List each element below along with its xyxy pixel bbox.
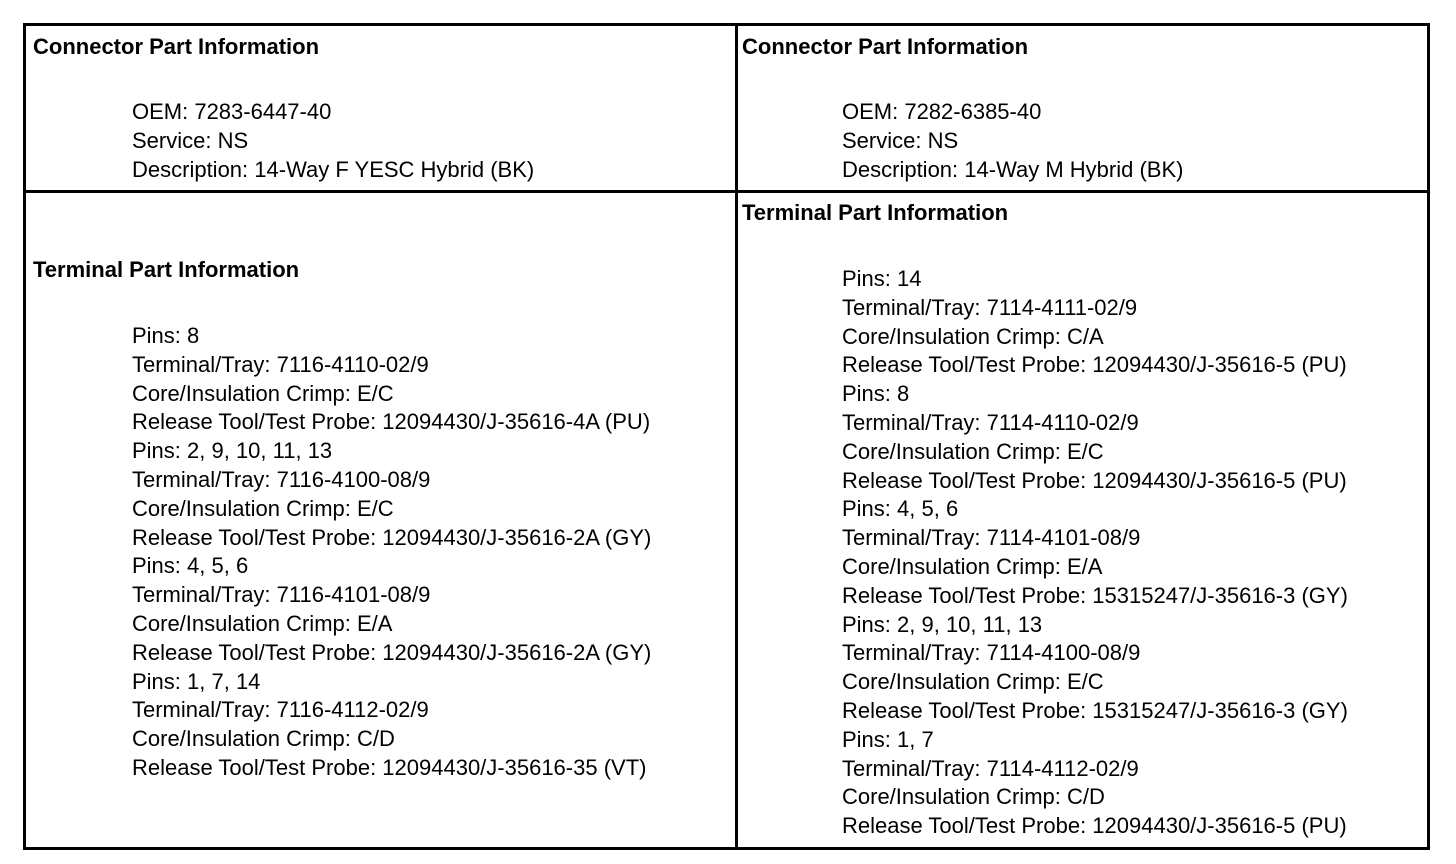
- right-terminal-line: Terminal/Tray: 7114-4112-02/9: [842, 755, 1139, 781]
- left-terminal-line: Pins: 8: [132, 323, 200, 348]
- right-terminal-line: Core/Insulation Crimp: C/D: [842, 784, 1105, 810]
- right-terminal-line: Release Tool/Test Probe: 15315247/J-35616-3 (GY): [842, 697, 1348, 723]
- right-terminal-line: Release Tool/Test Probe: 12094430/J-35616-5 (PU): [842, 352, 1347, 378]
- right-terminal-line: Terminal/Tray: 7114-4100-08/9: [842, 640, 1141, 666]
- right-terminal-line: Release Tool/Test Probe: 12094430/J-35616-5 (PU): [842, 467, 1347, 493]
- right-terminal-line: Pins: 14: [842, 266, 922, 291]
- left-connector-details: [132, 98, 534, 184]
- left-terminal-line: Core/Insulation Crimp: C/D: [132, 726, 395, 752]
- right-terminal-line: Pins: 4, 5, 6: [842, 496, 959, 522]
- left-terminal-line: Terminal/Tray: 7116-4101-08/9: [132, 582, 431, 608]
- left-terminal-line: Pins: 1, 7, 14: [132, 668, 261, 694]
- right-terminal-line: Terminal/Tray: 7114-4101-08/9: [842, 525, 1141, 551]
- left-terminal-line: Terminal/Tray: 7116-4112-02/9: [132, 697, 429, 723]
- right-terminal-heading: Terminal Part Information: [742, 200, 1009, 225]
- right-description: Description: 14-Way M Hybrid (BK): [842, 156, 1184, 182]
- right-terminal-line: Pins: 8: [842, 381, 910, 407]
- left-terminal-line: Pins: 2, 9, 10, 11, 13: [132, 438, 333, 464]
- connector-info-table: [23, 23, 1430, 850]
- left-terminal-line: Core/Insulation Crimp: E/C: [132, 380, 394, 406]
- left-service: Service: NS: [132, 127, 249, 153]
- left-connector-heading: Connector Part Information: [33, 34, 320, 59]
- right-connector-heading: Connector Part Information: [742, 34, 1029, 59]
- right-terminal-line: Core/Insulation Crimp: E/A: [842, 553, 1103, 579]
- left-terminal-line: Core/Insulation Crimp: E/A: [132, 610, 393, 636]
- right-terminal-line: Core/Insulation Crimp: E/C: [842, 438, 1104, 464]
- right-terminal-line: Release Tool/Test Probe: 15315247/J-35616-3 (GY): [842, 582, 1348, 608]
- left-terminal-line: Terminal/Tray: 7116-4100-08/9: [132, 466, 431, 492]
- left-terminal-line: Terminal/Tray: 7116-4110-02/9: [132, 351, 429, 377]
- right-terminal-line: Core/Insulation Crimp: E/C: [842, 669, 1104, 695]
- right-terminal-line: Terminal/Tray: 7114-4111-02/9: [842, 294, 1138, 320]
- row-divider: [26, 190, 1427, 193]
- left-terminal-line: Core/Insulation Crimp: E/C: [132, 495, 394, 521]
- right-terminal-details: [842, 265, 1348, 841]
- right-service: Service: NS: [842, 127, 959, 153]
- right-terminal-line: Pins: 1, 7: [842, 726, 934, 752]
- left-terminal-line: Release Tool/Test Probe: 12094430/J-35616-35 (VT): [132, 754, 647, 780]
- left-oem: OEM: 7283-6447-40: [132, 99, 332, 124]
- column-divider: [735, 26, 738, 847]
- right-terminal-line: Core/Insulation Crimp: C/A: [842, 323, 1104, 349]
- right-connector-details: [842, 98, 1183, 184]
- left-terminal-line: Release Tool/Test Probe: 12094430/J-35616-2A (GY): [132, 639, 652, 665]
- right-terminal-line: Pins: 2, 9, 10, 11, 13: [842, 611, 1043, 637]
- left-terminal-line: Release Tool/Test Probe: 12094430/J-35616-2A (GY): [132, 524, 652, 550]
- left-description: Description: 14-Way F YESC Hybrid (BK): [132, 156, 535, 182]
- left-terminal-line: Pins: 4, 5, 6: [132, 553, 249, 579]
- right-terminal-line: Release Tool/Test Probe: 12094430/J-35616-5 (PU): [842, 813, 1347, 839]
- left-terminal-heading: Terminal Part Information: [33, 257, 300, 282]
- right-terminal-line: Terminal/Tray: 7114-4110-02/9: [842, 409, 1139, 435]
- left-terminal-details: [132, 322, 651, 783]
- left-terminal-line: Release Tool/Test Probe: 12094430/J-35616-4A (PU): [132, 409, 651, 435]
- right-oem: OEM: 7282-6385-40: [842, 99, 1042, 124]
